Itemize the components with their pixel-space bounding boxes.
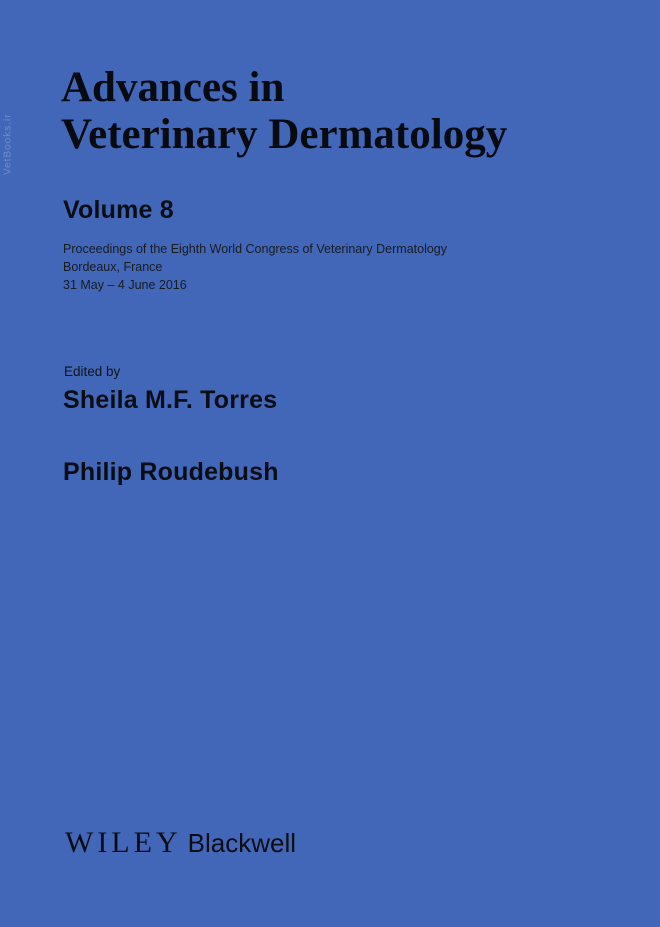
proceedings-line3: 31 May – 4 June 2016 (63, 277, 187, 292)
editor-name-torres: Sheila M.F. Torres (63, 386, 278, 414)
proceedings-block (63, 241, 447, 294)
publisher-blackwell-wordmark: Blackwell (187, 828, 296, 858)
proceedings-line1: Proceedings of the Eighth World Congress of Veterinary Dermatology (63, 242, 447, 256)
edited-by-label: Edited by (64, 364, 121, 379)
book-title (61, 64, 507, 159)
publisher-logo (65, 826, 296, 860)
volume-label: Volume 8 (63, 196, 174, 224)
watermark-vertical-text: VetBooks.ir (2, 113, 14, 175)
publisher-wiley-wordmark: WILEY (65, 826, 182, 859)
book-title-line2: Veterinary Dermatology (61, 111, 508, 159)
editor-name-roudebush: Philip Roudebush (63, 458, 279, 486)
book-title-line1: Advances in (61, 64, 285, 111)
proceedings-line2: Bordeaux, France (63, 259, 163, 274)
